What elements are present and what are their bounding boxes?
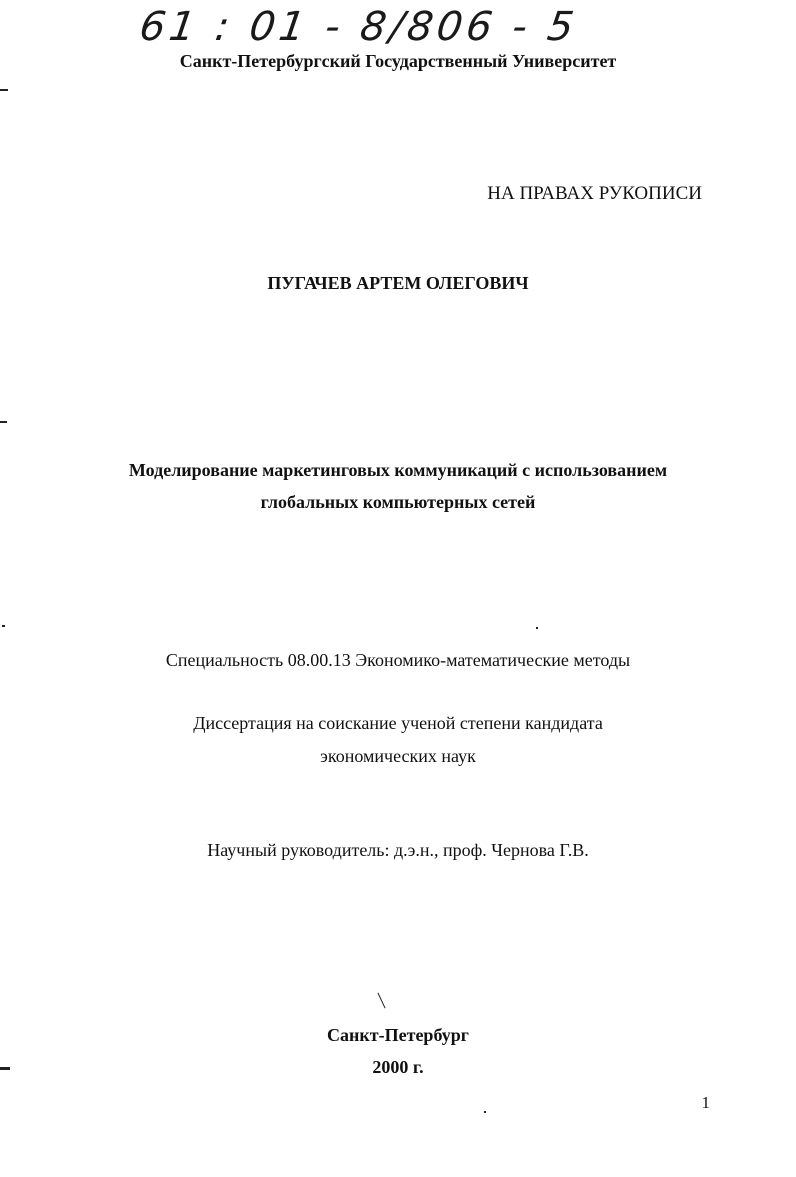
year: 2000 г. bbox=[372, 1057, 424, 1077]
dissertation-line-2: экономических наук bbox=[320, 746, 476, 766]
scan-mark bbox=[0, 89, 8, 91]
scan-mark bbox=[0, 1067, 10, 1070]
author-name: ПУГАЧЕВ АРТЕМ ОЛЕГОВИЧ bbox=[267, 273, 529, 293]
title-line-1: Моделирование маркетинговых коммуникаций с использованием bbox=[128, 460, 668, 480]
scan-mark bbox=[484, 1111, 486, 1113]
city-name: Санкт-Петербург bbox=[327, 1025, 469, 1045]
scan-mark bbox=[2, 625, 5, 627]
specialty-line: Специальность 08.00.13 Экономико-математические методы bbox=[165, 650, 631, 670]
page-number: 1 bbox=[701, 1093, 710, 1112]
scan-mark bbox=[0, 421, 7, 423]
handwritten-archive-code: 61 : 01 - 8/806 - 5 bbox=[136, 4, 581, 50]
manuscript-rights-label: НА ПРАВАХ РУКОПИСИ bbox=[487, 183, 702, 204]
dissertation-line-1: Диссертация на соискание ученой степени кандидата bbox=[193, 713, 603, 733]
title-line-2: глобальных компьютерных сетей bbox=[260, 492, 536, 512]
university-name: Санкт-Петербургский Государственный Университет bbox=[179, 51, 617, 71]
scan-mark bbox=[377, 993, 385, 1009]
supervisor-line: Научный руководитель: д.э.н., проф. Чернова Г.В. bbox=[207, 840, 589, 860]
scan-mark bbox=[536, 627, 538, 629]
